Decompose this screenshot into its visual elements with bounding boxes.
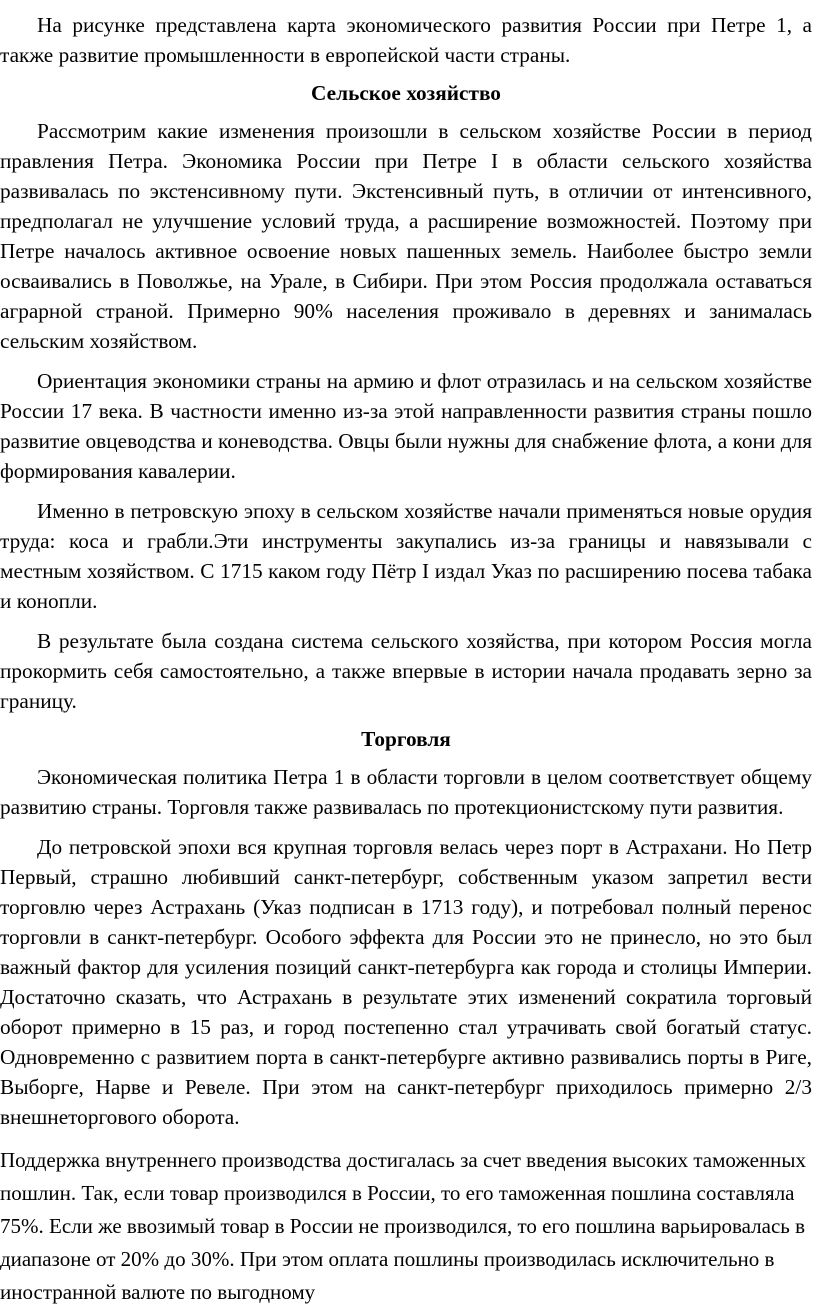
trade-paragraph-1: Экономическая политика Петра 1 в области торговли в целом соответствует общему развитию страны. Торговля также развивалась по протекционистскому пути развития.	[0, 765, 812, 819]
trade-paragraph-2: До петровской эпохи вся крупная торговля велась через порт в Астрахани. Но Петр Первый, страшно любивший санкт-петербург, собственным указом запретил вести торговлю через Астрахань (Указ подписан в 1713 году), и потребовал полный перенос торговли в санкт-петербург. Особого эффекта для России это не принесло, но это был важный фактор для усиления позиций санкт-петербурга как города и столицы Империи. Достаточно сказать, что Астрахань в результате этих изменений сократила торговый оборот примерно в 15 раз, и город постепенно стал утрачивать свой богатый статус. Одновременно с развитием порта в санкт-петербурге активно развивались порты в Риге, Выборге, Нарве и Ревеле. При этом на санкт-петербург приходилось примерно 2/3 внешнеторгового оборота.	[0, 835, 812, 1129]
agriculture-paragraph-3: Именно в петровскую эпоху в сельском хозяйстве начали применяться новые орудия труда: коса и грабли.Эти инструменты закупались из-за границы и навязывали с местным хозяйством. С 1715 каком году Пётр I издал Указ по расширению посева табака и конопли.	[0, 499, 812, 613]
agriculture-paragraph-4: В результате была создана система сельского хозяйства, при котором Россия могла прокормить себя самостоятельно, а также впервые в истории начала продавать зерно за границу.	[0, 629, 812, 713]
agriculture-paragraph-1: Рассмотрим какие изменения произошли в сельском хозяйстве России в период правления Петра. Экономика России при Петре I в области сельского хозяйства развивалась по экстенсивному пути. Экстенсивный путь, в отличии от интенсивного, предполагал не улучшение условий труда, а расширение возможностей. Поэтому при Петре началось активное освоение новых пашенных земель. Наиболее быстро земли осваивались в Поволжье, на Урале, в Сибири. При этом Россия продолжала оставаться аграрной страной. Примерно 90% населения проживало в деревнях и занималась сельским хозяйством.	[0, 119, 812, 353]
agriculture-paragraph-2: Ориентация экономики страны на армию и флот отразилась и на сельском хозяйстве России 17 века. В частности именно из-за этой направленности развития страны пошло развитие овцеводства и коневодства. Овцы были нужны для снабжение флота, а кони для формирования кавалерии.	[0, 369, 812, 483]
customs-paragraph: Поддержка внутреннего производства достигалась за счет введения высоких таможенных пошлин. Так, если товар производился в России, то его таможенная пошлина составляла 75%. Если же ввозимый товар в России не производился, то его пошлина варьировалась в диапазоне от 20% до 30%. При этом оплата пошлины производилась исключительно в иностранной валюте по выгодному	[0, 1148, 807, 1304]
section-heading-agriculture: Сельское хозяйство	[311, 81, 501, 105]
section-heading-trade: Торговля	[361, 727, 451, 751]
intro-paragraph: На рисунке представлена карта экономического развития России при Петре 1, а также развитие промышленности в европейской части страны.	[0, 13, 812, 67]
